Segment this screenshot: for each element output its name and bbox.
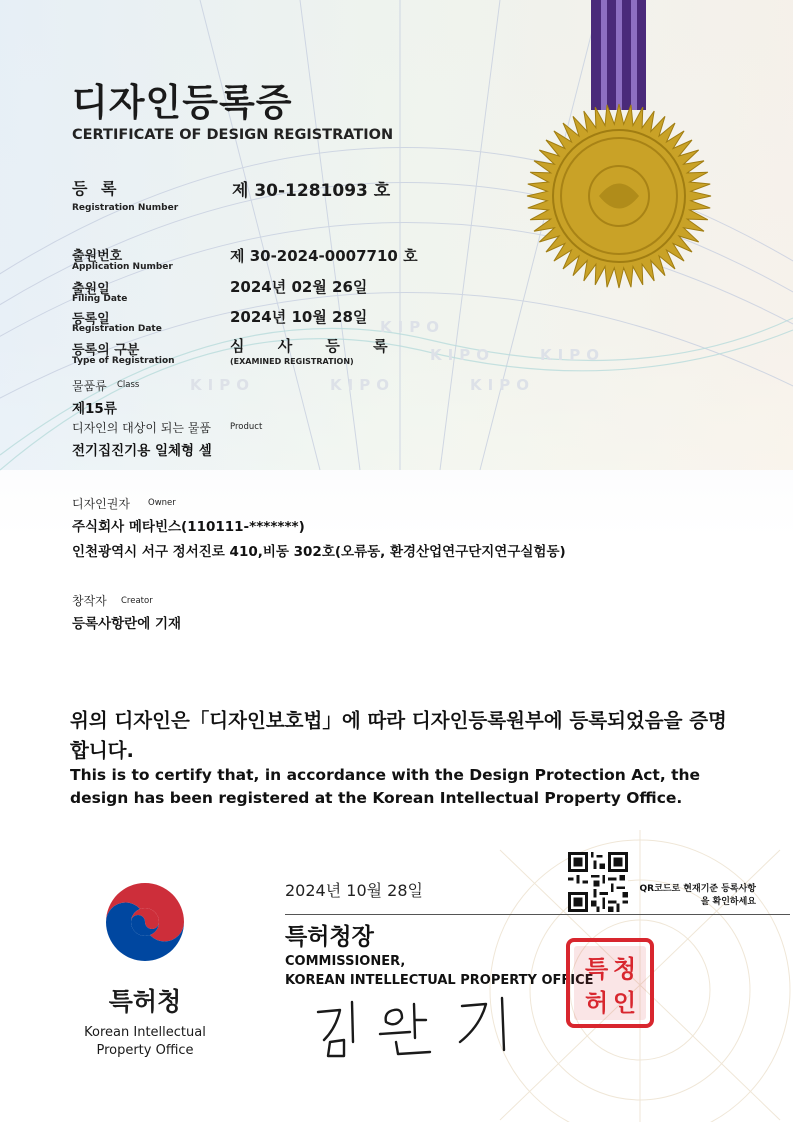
kipo-watermark: KIPO <box>380 318 445 336</box>
kipo-watermark: KIPO <box>540 346 605 364</box>
registration-date: 2024년 10월 28일 <box>230 308 368 326</box>
divider-line <box>285 914 790 915</box>
registration-type-label-en: Type of Registration <box>72 356 175 366</box>
filing-date-label-en: Filing Date <box>72 294 128 304</box>
owner-address: 인천광역시 서구 정서진로 410,비동 302호(오류동, 환경산업연구단지연구실험동) <box>72 544 566 560</box>
creator-label-en: Creator <box>121 596 153 606</box>
creator-label: 창작자 <box>72 594 107 608</box>
registration-type: 심 사 등 록 <box>230 337 402 355</box>
kipo-watermark: KIPO <box>190 376 255 394</box>
registration-date-label: 등록일 <box>72 312 110 327</box>
class-label-en: Class <box>117 380 140 390</box>
official-red-seal-icon <box>565 937 655 1029</box>
kipo-watermark: KIPO <box>430 346 495 364</box>
class-value: 제15류 <box>72 401 117 417</box>
product-value: 전기집진기용 일체형 셀 <box>72 443 212 459</box>
commissioner-title-en-2: KOREAN INTELLECTUAL PROPERTY OFFICE <box>285 973 594 988</box>
registration-type-en: (EXAMINED REGISTRATION) <box>230 357 354 366</box>
commissioner-title-ko: 특허청장 <box>285 924 374 950</box>
application-label: 출원번호 <box>72 249 123 264</box>
class-label: 물품류 <box>72 379 107 393</box>
certification-statement-ko: 위의 디자인은「디자인보호법」에 따라 디자인등록원부에 등록되었음을 증명합니다. <box>70 709 727 762</box>
owner-name: 주식회사 메타빈스(110111-*******) <box>72 519 305 535</box>
registration-type-label: 등록의 구분 <box>72 343 140 358</box>
office-name-en: Korean Intellectual Property Office <box>84 1025 206 1058</box>
commissioner-signature <box>310 990 530 1060</box>
registration-label-en: Registration Number <box>72 203 179 213</box>
svg-text:허: 허 <box>585 989 609 1017</box>
product-label-en: Product <box>230 422 263 432</box>
product-label: 디자인의 대상이 되는 물품 <box>72 421 211 435</box>
filing-date: 2024년 02월 26일 <box>230 278 368 296</box>
gold-seal-icon <box>519 96 719 296</box>
kipo-taegeuk-logo-icon <box>100 877 190 967</box>
svg-text:특: 특 <box>585 955 609 983</box>
application-label-en: Application Number <box>72 262 173 272</box>
owner-label-en: Owner <box>148 498 176 508</box>
certificate-subtitle: CERTIFICATE OF DESIGN REGISTRATION <box>72 127 394 143</box>
kipo-watermark: KIPO <box>330 376 395 394</box>
filing-date-label: 출원일 <box>72 282 110 297</box>
creator-value: 등록사항란에 기재 <box>72 616 182 632</box>
certificate-title: 디자인등록증 <box>72 81 293 124</box>
ribbon-decoration <box>591 0 646 110</box>
registration-label: 등 록 <box>72 179 121 198</box>
svg-text:인: 인 <box>613 989 637 1017</box>
registration-number: 제 30-1281093 호 <box>232 181 391 201</box>
kipo-watermark: KIPO <box>470 376 535 394</box>
office-name-ko: 특허청 <box>108 987 182 1016</box>
qr-code-icon[interactable] <box>568 852 628 912</box>
commissioner-title-en-1: COMMISSIONER, <box>285 954 406 969</box>
qr-code-note: QR코드로 현재기준 등록사항을 확인하세요 <box>639 884 756 907</box>
svg-text:청: 청 <box>613 955 637 983</box>
owner-label: 디자인권자 <box>72 497 130 511</box>
registration-date-label-en: Registration Date <box>72 324 162 334</box>
issue-date: 2024년 10월 28일 <box>285 881 423 900</box>
certification-statement-en: This is to certify that, in accordance with the Design Protection Act, the design has been registered at the Korean Intellectual Property Office. <box>70 766 701 807</box>
application-number: 제 30-2024-0007710 호 <box>230 247 418 265</box>
